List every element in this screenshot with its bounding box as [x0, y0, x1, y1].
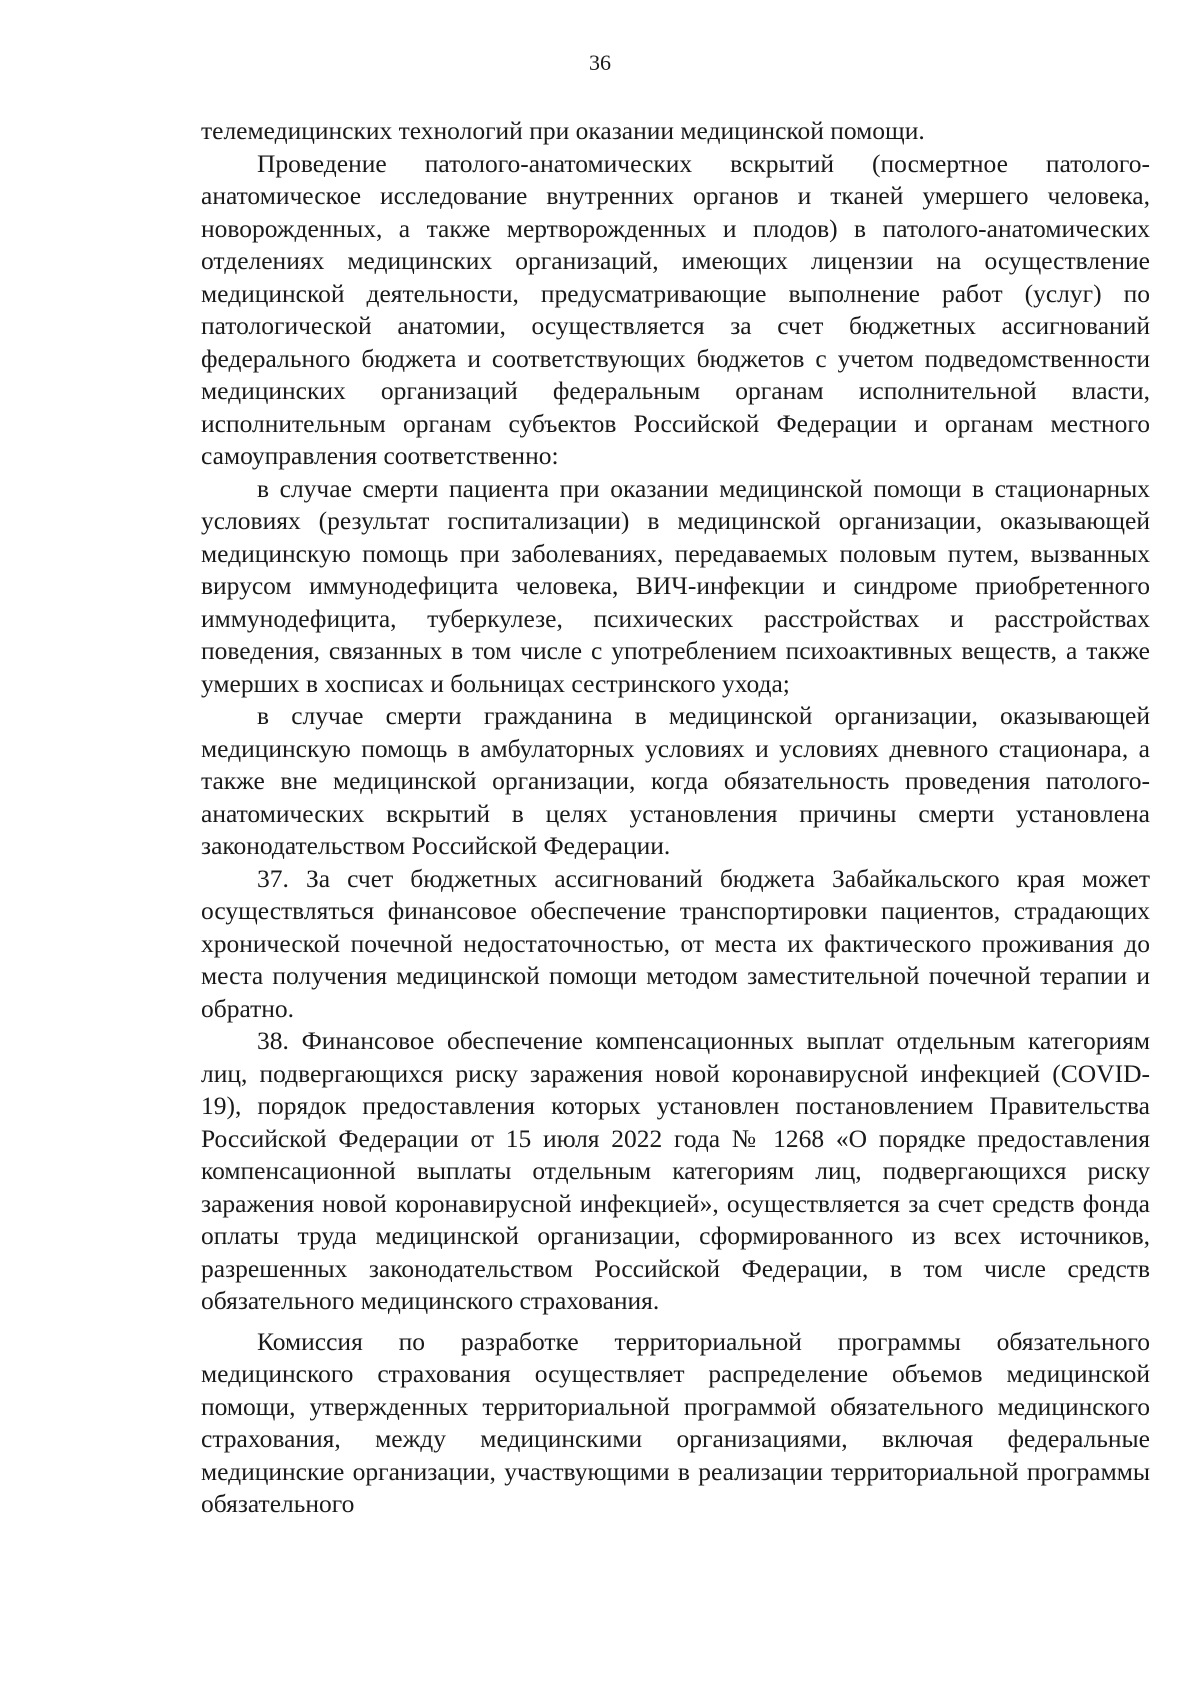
page-number: 36: [589, 50, 611, 75]
paragraph-inpatient-death-case: в случае смерти пациента при оказании медицинской помощи в стационарных условиях (результат госпитализации) в медицинской организации, оказывающей медицинскую помощь при заболеваниях, передаваемых половым путем, вызванных вирусом иммунодефицита человека, ВИЧ-инфекции и синдроме приобретенного иммунодефицита, туберкулезе, психических расстройствах и расстройствах поведения, связанных в том числе с употреблением психоактивных веществ, а также умерших в хосписах и больницах сестринского ухода;: [201, 473, 1150, 698]
paragraph-item-37: 37. За счет бюджетных ассигнований бюджета Забайкальского края может осуществляться финансовое обеспечение транспортировки пациентов, страдающих хронической почечной недостаточностью, от места их фактического проживания до места получения медицинской помощи методом заместительной почечной терапии и обратно.: [201, 863, 1150, 1023]
paragraph-outpatient-death-case: в случае смерти гражданина в медицинской организации, оказывающей медицинскую помощь в амбулаторных условиях и условиях дневного стационара, а также вне медицинской организации, когда обязательность проведения патолого-анатомических вскрытий в целях установления причины смерти установлена законодательством Российской Федерации.: [201, 701, 1150, 860]
paragraph-item-38: 38. Финансовое обеспечение компенсационных выплат отдельным категориям лиц, подвергающихся риску заражения новой коронавирусной инфекцией (COVID-19), порядок предоставления которых установлен постановлением Правительства Российской Федерации от 15 июля 2022 года № 1268 «О порядке предоставления компенсационной выплаты отдельным категориям лиц, подвергающихся риску заражения новой коронавирусной инфекцией», осуществляется за счет средств фонда оплаты труда медицинской организации, сформированного из всех источников, разрешенных законодательством Российской Федерации, в том числе средств обязательного медицинского страхования.: [201, 1026, 1150, 1315]
paragraph-continuation: телемедицинских технологий при оказании медицинской помощи.: [201, 116, 925, 145]
paragraph-commission: Комиссия по разработке территориальной программы обязательного медицинского страхования осуществляет распределение объемов медицинской помощи, утвержденных территориальной программой обязательного медицинского страхования, между медицинскими организациями, включая федеральные медицинские организации, участвующими в реализации территориальной программы обязательного: [201, 1326, 1150, 1518]
document-body: [201, 115, 1150, 1521]
paragraph-autopsy-funding: Проведение патолого-анатомических вскрытий (посмертное патолого-анатомическое исследование внутренних органов и тканей умершего человека, новорожденных, а также мертворожденных и плодов) в патолого-анатомических отделениях медицинских организаций, имеющих лицензии на осуществление медицинской деятельности, предусматривающие выполнение работ (услуг) по патологической анатомии, осуществляется за счет бюджетных ассигнований федерального бюджета и соответствующих бюджетов с учетом подведомственности медицинских организаций федеральным органам исполнительной власти, исполнительным органам субъектов Российской Федерации и органам местного самоуправления соответственно:: [201, 148, 1150, 470]
